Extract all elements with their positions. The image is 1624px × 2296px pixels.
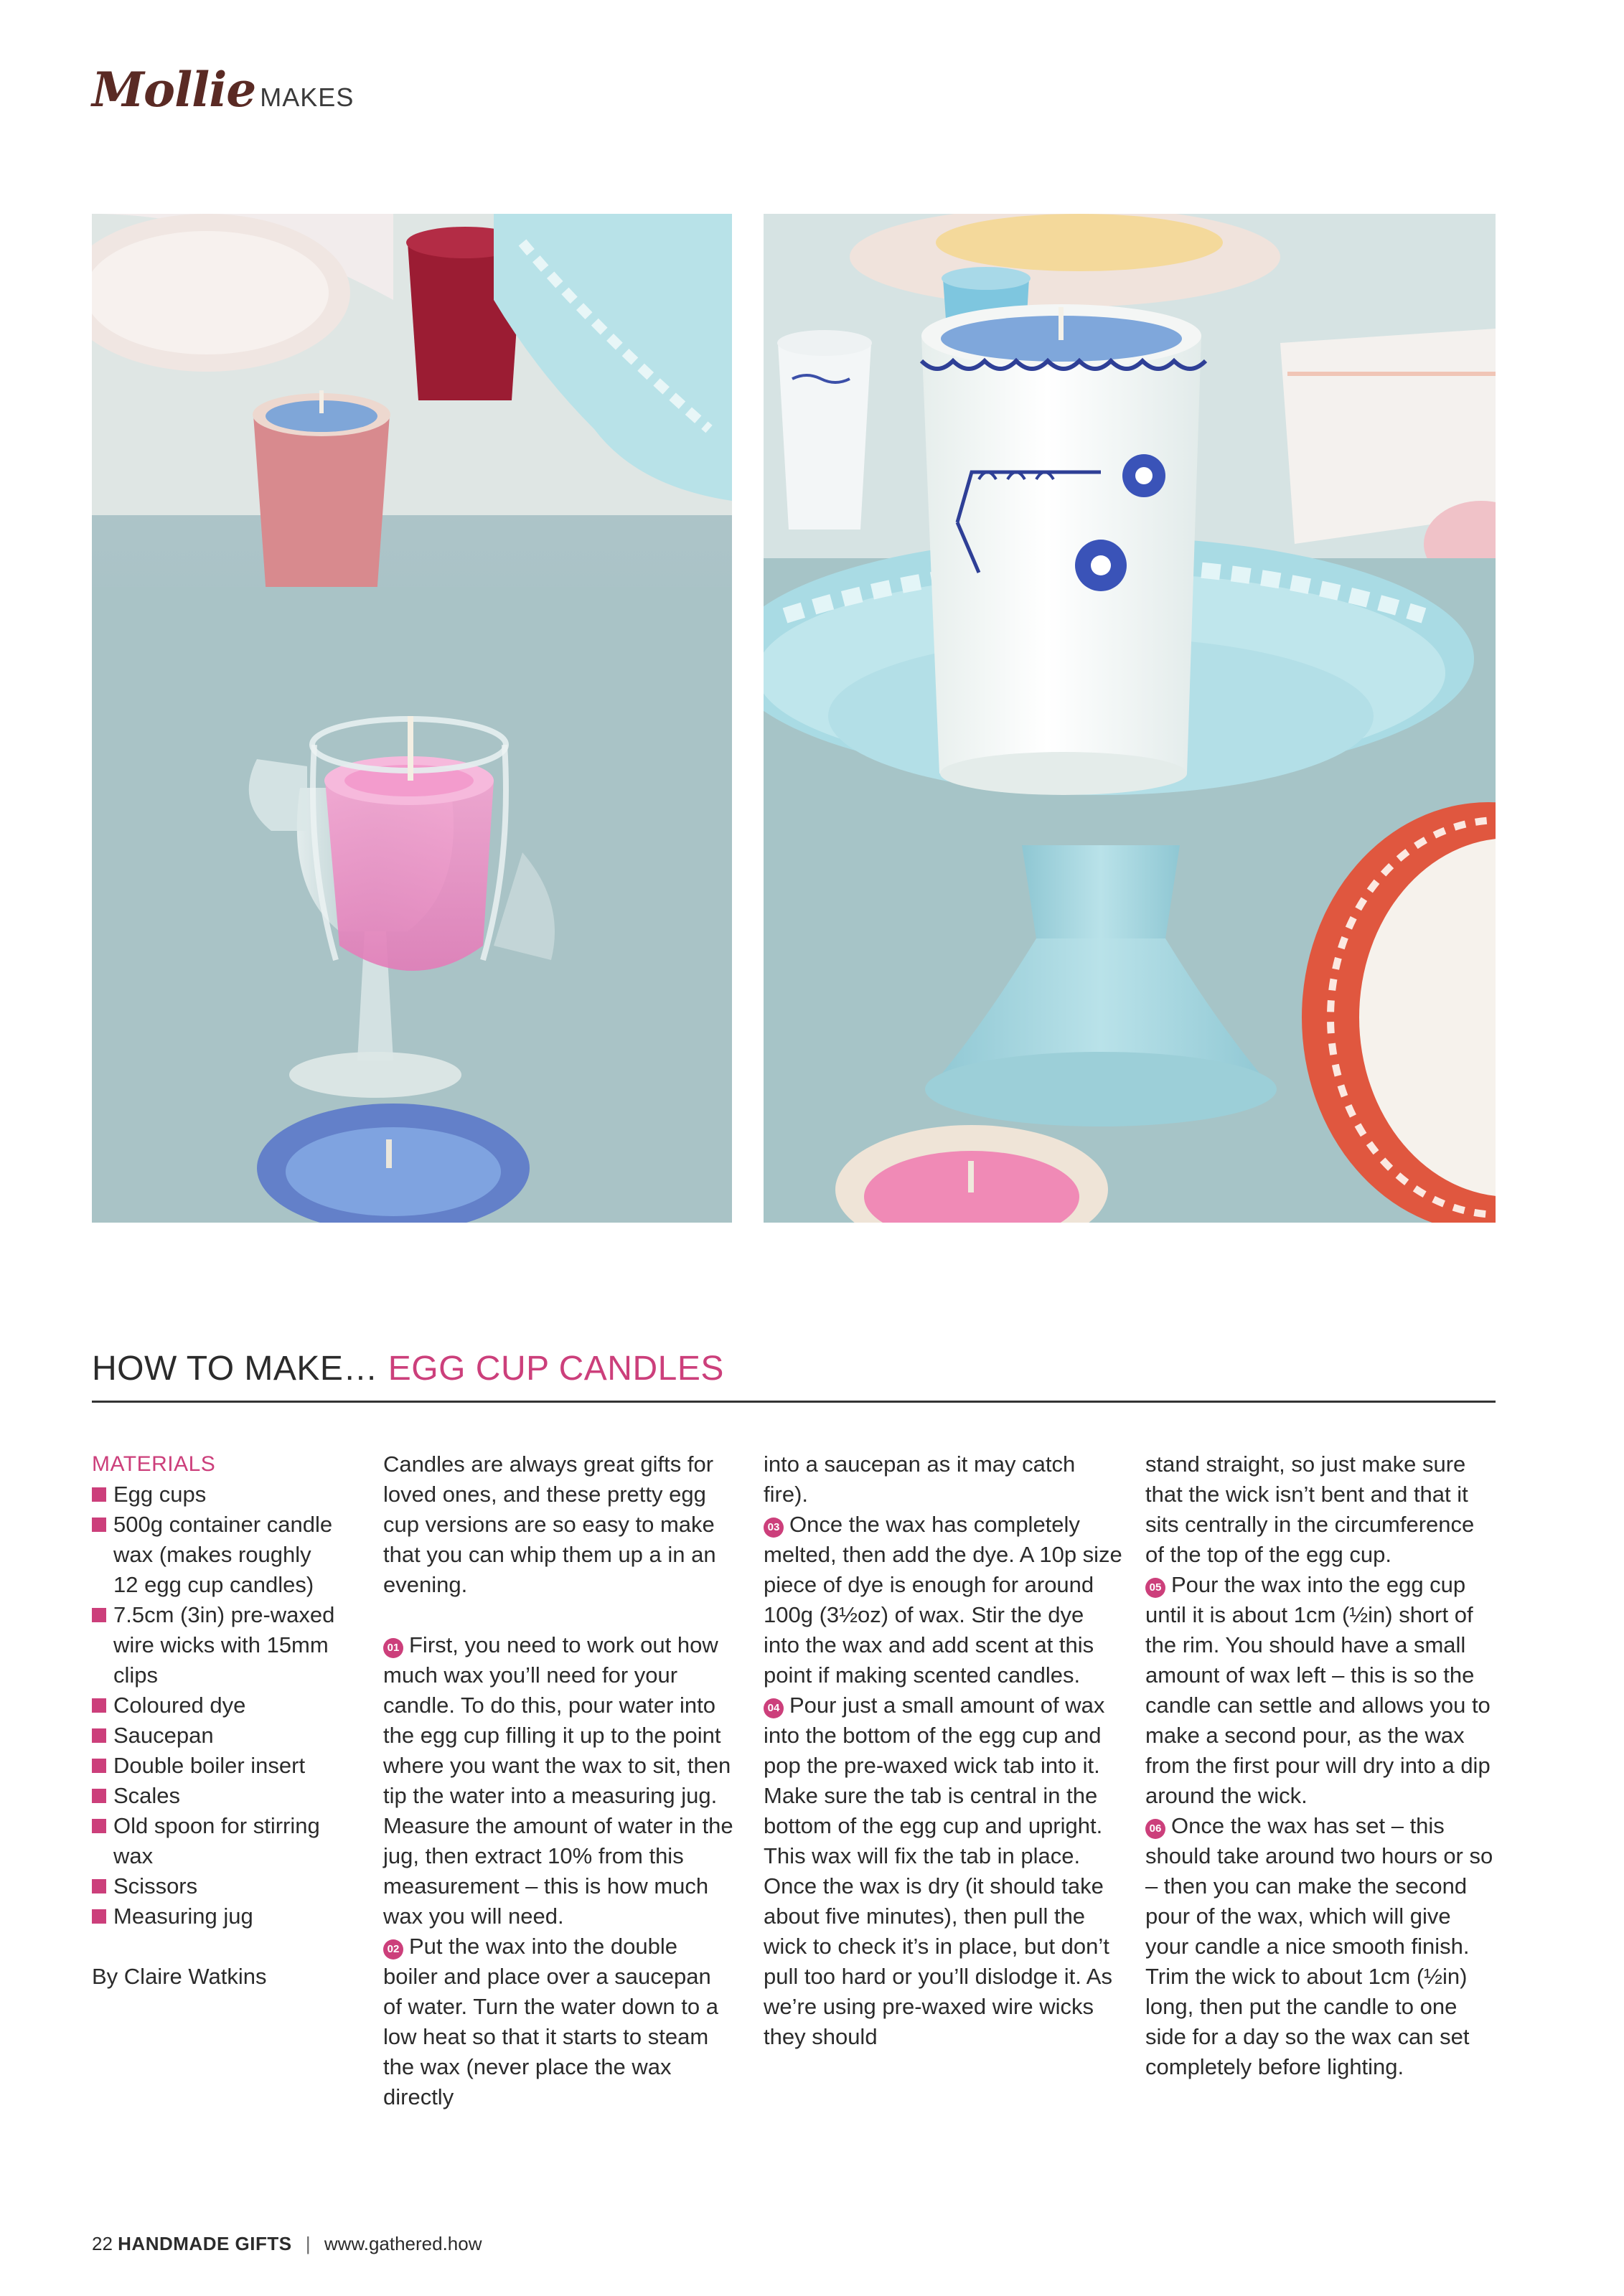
materials-item: 500g container candle wax (makes roughly 12 egg cup candles) [92,1510,336,1600]
materials-item: Double boiler insert [92,1751,336,1781]
photo-glass-egg-cup-illustration [92,214,732,1223]
step-paragraph [383,1932,735,2112]
materials-item: Measuring jug [92,1901,336,1932]
step-text: Once the wax has set – this should take around two hours or so – then you can make the second pour of the wax, which will give your candle a nice smooth finish. Trim the wick to about 1cm (½in) long, then put the candle to one side for a day so the wax can set completely before lighting. [1145,1813,1493,2079]
byline: By Claire Watkins [92,1964,267,1989]
photo-porcelain-egg-cup [764,214,1496,1223]
page-footer [92,2233,482,2255]
website-url[interactable]: www.gathered.how [324,2233,482,2254]
step-number-badge: 02 [383,1939,403,1959]
step-paragraph [383,1630,735,1932]
makes-logo-text: MAKES [260,83,355,112]
instructions-column-1 [383,1449,735,2112]
step-number-badge: 03 [764,1518,784,1538]
photo-porcelain-egg-cup-illustration [764,214,1496,1223]
step-continuation: stand straight, so just make sure that the wick isn’t bent and that it sits centrally in the circumference of the top of the egg cup. [1145,1452,1475,1567]
step-text: Once the wax has completely melted, then add the dye. A 10p size piece of dye is enough for around 100g (3½oz) of wax. Stir the dye into the wax and add scent at this point if making scented candles. [764,1512,1122,1688]
masthead [92,62,354,119]
article-heading [92,1349,1496,1403]
step-number-badge: 04 [764,1698,784,1718]
step-paragraph [1145,1570,1497,1811]
materials-item: 7.5cm (3in) pre-waxed wire wicks with 15mm clips [92,1600,336,1690]
step-continuation: into a saucepan as it may catch fire). [764,1452,1076,1507]
instructions-column-3 [1145,1449,1497,2082]
step-paragraph [1145,1811,1497,2082]
materials-column [92,1449,336,1992]
materials-item: Scissors [92,1871,336,1901]
materials-title: MATERIALS [92,1452,216,1476]
step-text: Put the wax into the double boiler and place over a saucepan of water. Turn the water down to a low heat so that it starts to steam the wax (never place the wax directly [383,1934,718,2109]
step-paragraph [764,1690,1122,2052]
step-number-badge: 05 [1145,1578,1165,1598]
photo-glass-egg-cup [92,214,732,1223]
step-paragraph [764,1510,1122,1690]
step-text: Pour the wax into the egg cup until it is about 1cm (½in) short of the rim. You should have a small amount of wax left – this is so the candle can settle and allows you to make a second pour, as the wax from the first pour will dry into a dip around the wick. [1145,1572,1491,1808]
magazine-name: HANDMADE GIFTS [118,2233,292,2254]
step-number-badge: 06 [1145,1819,1165,1839]
materials-item: Saucepan [92,1721,336,1751]
intro-paragraph: Candles are always great gifts for loved ones, and these pretty egg cup versions are so easy to make that you can whip them up a in an evening. [383,1452,716,1597]
materials-list [92,1479,336,1932]
heading-title: EGG CUP CANDLES [388,1350,724,1388]
materials-item: Coloured dye [92,1690,336,1721]
mollie-logo-script: Mollie [92,62,256,118]
page-number: 22 [92,2233,113,2254]
materials-item: Old spoon for stirring wax [92,1811,336,1871]
instructions-column-2 [764,1449,1122,2052]
step-text: First, you need to work out how much wax you’ll need for your candle. To do this, pour water into the egg cup filling it up to the point where you want the wax to sit, then tip the water into a measuring jug. Measure the amount of water in the jug, then extract 10% from this measurement – this is how much wax you will need. [383,1632,733,1929]
heading-prefix: HOW TO MAKE… [92,1350,378,1388]
footer-separator: | [305,2233,311,2254]
materials-item: Egg cups [92,1479,336,1510]
step-number-badge: 01 [383,1638,403,1658]
step-text: Pour just a small amount of wax into the bottom of the egg cup and pop the pre-waxed wick tab into it. Make sure the tab is central in the bottom of the egg cup and upright. This wax will fix the tab in place. Once the wax is dry (it should take about five minutes), then pull the wick to check it’s in place, but don’t pull too hard or you’ll dislodge it. As we’re using pre-waxed wire wicks they should [764,1693,1112,2049]
materials-item: Scales [92,1781,336,1811]
